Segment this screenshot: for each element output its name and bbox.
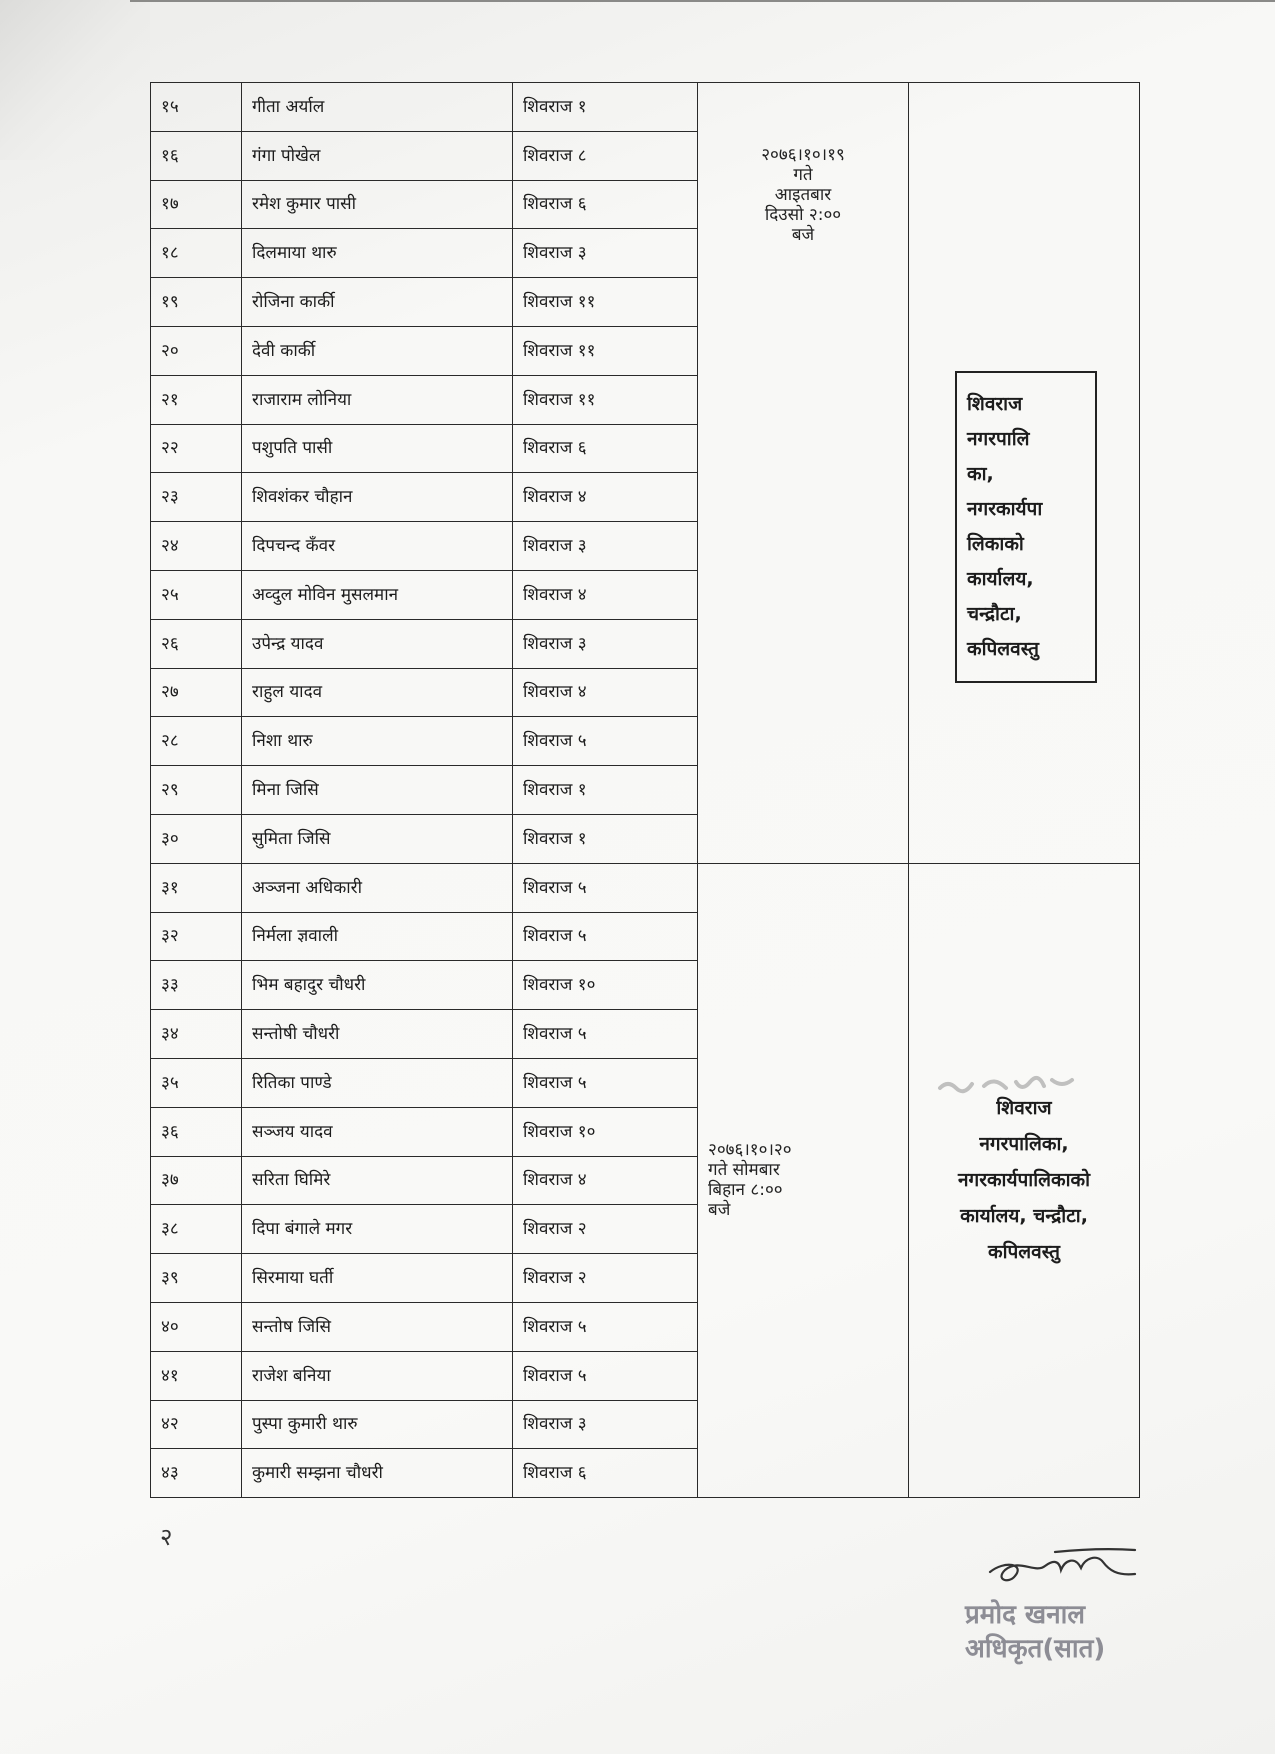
- person-name: सन्तोषी चौधरी: [242, 1010, 513, 1059]
- person-name: निशा थारु: [242, 717, 513, 766]
- person-name: अव्दुल मोविन मुसलमान: [242, 570, 513, 619]
- row-number: २९: [151, 766, 242, 815]
- person-name: देवी कार्की: [242, 326, 513, 375]
- row-number: १८: [151, 229, 242, 278]
- venue-line: नगरकार्यपा: [967, 497, 1043, 520]
- ward: शिवराज ११: [513, 375, 698, 424]
- time-line: गते: [793, 165, 813, 185]
- row-number: २४: [151, 522, 242, 571]
- ward: शिवराज ३: [513, 619, 698, 668]
- ward: शिवराज २: [513, 1205, 698, 1254]
- person-name: मिना जिसि: [242, 766, 513, 815]
- person-name: राजेश बनिया: [242, 1351, 513, 1400]
- ward: शिवराज १: [513, 766, 698, 815]
- time-line: आइतबार: [774, 185, 832, 205]
- stamp-name: प्रमोद खनाल: [965, 1600, 1085, 1630]
- ward: शिवराज ११: [513, 278, 698, 327]
- row-number: ३३: [151, 961, 242, 1010]
- ward: शिवराज ४: [513, 473, 698, 522]
- person-name: गीता अर्याल: [242, 83, 513, 132]
- time-line: गते सोमबार: [708, 1160, 780, 1181]
- row-number: १६: [151, 131, 242, 180]
- venue-line: कार्यालय, चन्द्रौटा,: [960, 1205, 1088, 1228]
- row-number: २८: [151, 717, 242, 766]
- venue-2: [909, 863, 1140, 1497]
- ward: शिवराज १०: [513, 961, 698, 1010]
- ward: शिवराज ५: [513, 1058, 698, 1107]
- person-name: रोजिना कार्की: [242, 278, 513, 327]
- row-number: २७: [151, 668, 242, 717]
- row-number: ३६: [151, 1107, 242, 1156]
- ward: शिवराज १: [513, 814, 698, 863]
- page-number: २: [160, 1523, 173, 1551]
- time-line: बजे: [708, 1200, 731, 1221]
- row-number: ३४: [151, 1010, 242, 1059]
- person-name: रमेश कुमार पासी: [242, 180, 513, 229]
- ward: शिवराज ६: [513, 424, 698, 473]
- ward: शिवराज ३: [513, 522, 698, 571]
- ward: शिवराज ३: [513, 1400, 698, 1449]
- official-stamp: [965, 1598, 1215, 1666]
- venue-line: नगरपालि: [967, 427, 1030, 450]
- venue-line: कार्यालय,: [967, 567, 1034, 590]
- ward: शिवराज ६: [513, 1449, 698, 1498]
- row-number: २०: [151, 326, 242, 375]
- venue-1: [909, 83, 1140, 864]
- person-name: पुस्पा कुमारी थारु: [242, 1400, 513, 1449]
- person-name: भिम बहादुर चौधरी: [242, 961, 513, 1010]
- person-name: सञ्जय यादव: [242, 1107, 513, 1156]
- table-row: [151, 83, 1140, 132]
- person-name: सरिता घिमिरे: [242, 1156, 513, 1205]
- row-number: २६: [151, 619, 242, 668]
- venue-line: शिवराज: [967, 392, 1023, 415]
- ward: शिवराज ८: [513, 131, 698, 180]
- ward: शिवराज ४: [513, 570, 698, 619]
- person-name: राजाराम लोनिया: [242, 375, 513, 424]
- person-name: दिलमाया थारु: [242, 229, 513, 278]
- ward: शिवराज ६: [513, 180, 698, 229]
- row-number: ४३: [151, 1449, 242, 1498]
- ward: शिवराज ५: [513, 863, 698, 912]
- person-name: कुमारी सम्झना चौधरी: [242, 1449, 513, 1498]
- venue-line: चन्द्रौटा,: [967, 602, 1022, 625]
- stamp-title: अधिकृत(सात): [965, 1634, 1106, 1664]
- ward: शिवराज ३: [513, 229, 698, 278]
- ward: शिवराज ४: [513, 1156, 698, 1205]
- table-row: [151, 863, 1140, 912]
- row-number: ३०: [151, 814, 242, 863]
- person-name: सन्तोष जिसि: [242, 1302, 513, 1351]
- row-number: १७: [151, 180, 242, 229]
- venue-text: [919, 1090, 1129, 1270]
- schedule-time-2: [698, 863, 909, 1497]
- row-number: २५: [151, 570, 242, 619]
- person-name: गंगा पोखेल: [242, 131, 513, 180]
- venue-line: लिकाको: [967, 532, 1024, 555]
- person-name: उपेन्द्र यादव: [242, 619, 513, 668]
- person-name: अञ्जना अधिकारी: [242, 863, 513, 912]
- ward: शिवराज १०: [513, 1107, 698, 1156]
- schedule-time-1: [698, 83, 909, 864]
- ward: शिवराज १: [513, 83, 698, 132]
- person-name: निर्मला ज्ञवाली: [242, 912, 513, 961]
- person-name: दिपा बंगाले मगर: [242, 1205, 513, 1254]
- row-number: ४२: [151, 1400, 242, 1449]
- row-number: ३२: [151, 912, 242, 961]
- stamp-smudge: [930, 1068, 1100, 1108]
- venue-line: नगरपालिका,: [979, 1133, 1069, 1156]
- row-number: २३: [151, 473, 242, 522]
- ward: शिवराज ५: [513, 1010, 698, 1059]
- venue-text: [955, 371, 1097, 683]
- person-name: दिपचन्द कँवर: [242, 522, 513, 571]
- page-fold-shadow: [0, 0, 150, 160]
- ward: शिवराज ५: [513, 912, 698, 961]
- venue-line: कपिलवस्तु: [988, 1241, 1060, 1264]
- row-number: ४०: [151, 1302, 242, 1351]
- ward: शिवराज ५: [513, 1351, 698, 1400]
- time-line: बिहान ८:००: [708, 1180, 783, 1201]
- row-number: ३७: [151, 1156, 242, 1205]
- time-line: दिउसो २:००: [764, 205, 842, 225]
- signature: [985, 1530, 1145, 1590]
- venue-line: नगरकार्यपालिकाको: [957, 1169, 1091, 1192]
- time-line: २०७६।१०।२०: [708, 1140, 792, 1161]
- ward: शिवराज ५: [513, 717, 698, 766]
- page-fold-edge: [130, 0, 1275, 16]
- venue-line: कपिलवस्तु: [967, 637, 1039, 660]
- ward: शिवराज ११: [513, 326, 698, 375]
- row-number: ४१: [151, 1351, 242, 1400]
- ward: शिवराज २: [513, 1254, 698, 1303]
- time-line: २०७६।१०।१९: [761, 145, 845, 165]
- records-table: [150, 82, 1140, 1498]
- ward: शिवराज ४: [513, 668, 698, 717]
- row-number: २१: [151, 375, 242, 424]
- row-number: ३९: [151, 1254, 242, 1303]
- row-number: १९: [151, 278, 242, 327]
- row-number: ३८: [151, 1205, 242, 1254]
- person-name: राहुल यादव: [242, 668, 513, 717]
- person-name: सिरमाया घर्ती: [242, 1254, 513, 1303]
- person-name: शिवशंकर चौहान: [242, 473, 513, 522]
- person-name: सुमिता जिसि: [242, 814, 513, 863]
- person-name: रितिका पाण्डे: [242, 1058, 513, 1107]
- row-number: ३५: [151, 1058, 242, 1107]
- ward: शिवराज ५: [513, 1302, 698, 1351]
- person-name: पशुपति पासी: [242, 424, 513, 473]
- row-number: ३१: [151, 863, 242, 912]
- row-number: २२: [151, 424, 242, 473]
- venue-line: शिवराज: [996, 1097, 1052, 1120]
- time-line: बजे: [791, 225, 815, 245]
- row-number: १५: [151, 83, 242, 132]
- venue-line: का,: [967, 462, 994, 485]
